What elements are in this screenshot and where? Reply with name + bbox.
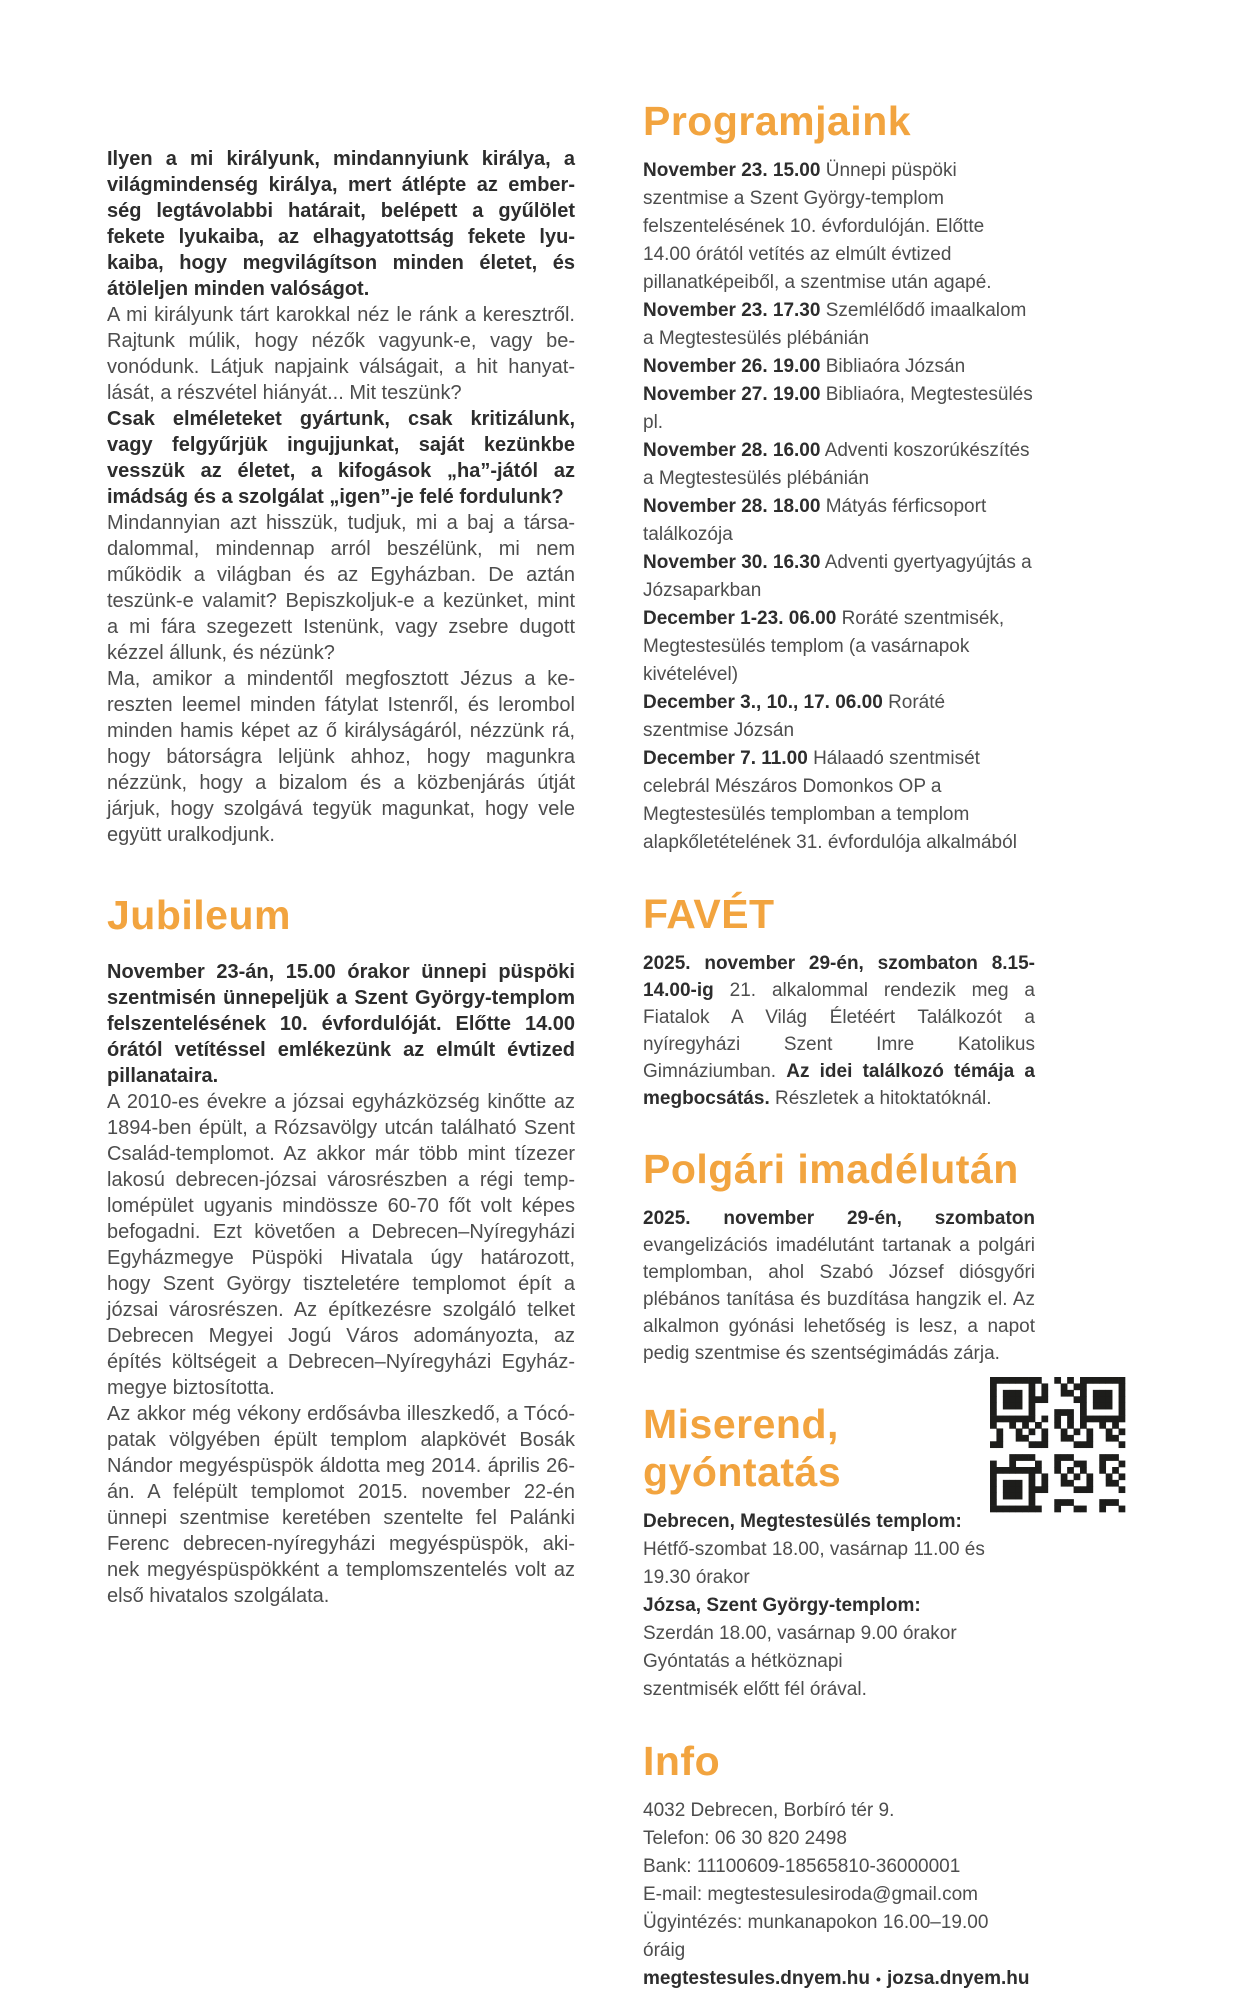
intro-paragraph: A mi királyunk tárt karokkal néz le ránk a keresztről. Rajtunk múlik, hogy nézők vagyunk-e, vagy bevonódunk. Látjuk napjaink válságait, a hit hanyatlását, a részvétel hiányát... Mit teszünk? — [107, 304, 575, 404]
intro-paragraph: Mindannyian azt hisszük, tudjuk, mi a baj a társadalommal, mindennap arról beszélünk, mi nem működik a világban és az Egyházban. De aztán teszünk-e valamit? Bepiszkoljuk-e a kezünket, mint a mi fára szegezett Istenünk, vagy zsebre dugott kézzel állunk, és nézünk? — [107, 512, 575, 664]
event-datetime: November 26. 19.00 — [643, 356, 821, 378]
jubileum-paragraph: A 2010-es évekre a józsai egyházközség kinőtte az 1894-ben épült, a Rózsavölgy utcán található Szent Család-templomot. Az akkor már több mint tízezer lakosú debrecen-józsai városrészben a régi templomépület ugyanis mindössze 60-70 főt volt képes befogadni. Ezt követően a Debrecen–Nyíregyházi Egyházmegye Püspöki Hivatala úgy határozott, hogy Szent György tiszteletére templomot épít a józsai városrészen. Az építkezésre szolgáló telket Debrecen Megyei Jogú Város adományozta, az építés költségeit a Debrecen–Nyíregyházi Egyházmegye biztosította. — [107, 1091, 575, 1400]
favet-date: 2025. november 29-én, szombaton 8.15-14.00-ig — [643, 953, 1035, 1002]
polgari-text: evangelizációs imadélutánt tartanak a polgári templomban, ahol Szabó József diósgyőri plébános tanítása és buzdítása hangzik el. Az alkalmon gyónási lehetőség is lesz, a napot pedig szentmise és szentségimádás zárja. — [643, 1235, 1035, 1365]
info-websites — [643, 1965, 1035, 1993]
miserend-line: Gyóntatás a hétköznapi — [643, 1650, 843, 1672]
left-column — [107, 146, 575, 1609]
event-description: Bibliaóra Józsán — [825, 356, 966, 378]
qr-code-image — [990, 1377, 1125, 1512]
favet-heading: FAVÉT — [643, 891, 775, 938]
favet-paragraph — [643, 950, 1035, 1112]
intro-paragraph: Ilyen a mi királyunk, mindannyiunk királya, a világmindenség királya, mert átlépte az emberség legtávolabbi határait, belépett a gyűlölet fekete lyukaiba, az elhagyatottság fekete lyukaiba, hogy megvilágítson minden életet, és átöleljen minden valóságot. — [107, 148, 575, 300]
favet-text-2: Részletek a hitoktatóknál. — [775, 1088, 992, 1110]
program-event — [643, 605, 1035, 689]
right-column — [643, 98, 1035, 1993]
miserend-line: Szerdán 18.00, vasárnap 9.00 órakor — [643, 1622, 957, 1644]
miserend-line: szentmisék előtt fél órával. — [643, 1678, 867, 1700]
event-datetime: December 1-23. 06.00 — [643, 608, 837, 630]
miserend-line: Debrecen, Megtestesülés templom: — [643, 1510, 962, 1532]
dot-separator: • — [876, 1970, 881, 1987]
jubileum-paragraph: Az akkor még vékony erdősávba illeszkedő, a Tócópatak völgyében épült templom alapkövét Bosák Nándor megyéspüspök áldotta meg 2014. április 26-án. A felépült templomot 2015. november 22-én ünnepi szentmise keretében szentelte fel Palánki Ferenc debrecen-nyíregyházi megyéspüspök, akinek megyéspüspökként a templomszentelés volt az első hivatalos szolgálata. — [107, 1403, 575, 1608]
program-event — [643, 157, 1035, 297]
website-megtestesules: megtestesules.dnyem.hu — [643, 1967, 871, 1989]
jubileum-heading: Jubileum — [107, 892, 291, 938]
polgari-paragraph — [643, 1205, 1035, 1367]
program-event — [643, 549, 1035, 605]
favet-text: 21. alkalommal rendezik meg a Fiatalok A Világ Életéért Találkozót a nyíregyházi Szent Imre Katolikus Gimnáziumban. — [643, 980, 1036, 1083]
event-datetime: December 3., 10., 17. 06.00 — [643, 692, 883, 714]
program-event — [643, 689, 1035, 745]
polgari-date: 2025. november 29-én, szombaton — [643, 1208, 1035, 1230]
event-description: Adventi gyertyagyújtás a Józsaparkban — [643, 552, 1032, 602]
event-datetime: November 30. 16.30 — [643, 552, 821, 574]
event-datetime: November 23. 15.00 — [643, 160, 821, 182]
qr-code — [990, 1377, 1125, 1512]
event-description: Ünnepi püspöki szentmise a Szent György-templom felszentelésének 10. évfordulóján. Előtte 14.00 órától vetítés az elmúlt évtized pillanatképeiből, a szentmise után agapé. — [643, 160, 992, 294]
program-event — [643, 745, 1035, 857]
info-phone: Telefon: 06 30 820 2498 — [643, 1827, 847, 1849]
intro-paragraph: Ma, amikor a mindentől megfosztott Jézus a kereszten leemel minden fátylat Istenről, és lerombol minden hamis képet az ő királyságáról, nézzünk rá, hogy bátorságra leljünk ahhoz, hogy magunkra nézzünk, hogy a bizalom és a közbenjárás útját járjuk, hogy szolgává tegyük magunkat, hogy vele együtt uralkodjunk. — [107, 668, 575, 846]
info-office-hours: Ügyintézés: munkanapokon 16.00–19.00 óráig — [643, 1911, 989, 1961]
miserend-heading: Miserend, gyóntatás — [643, 1401, 842, 1495]
info-heading: Info — [643, 1737, 721, 1784]
info-bank: Bank: 11100609-18565810-36000001 — [643, 1855, 961, 1877]
event-datetime: December 7. 11.00 — [643, 748, 808, 770]
event-description: Hálaadó szentmisét celebrál Mészáros Domonkos OP a Megtestesülés templomban a templom alapkőletételének 31. évfordulója alkalmából — [643, 748, 1017, 854]
program-event — [643, 353, 1035, 381]
program-event — [643, 437, 1035, 493]
program-event — [643, 493, 1035, 549]
intro-paragraph: Csak elméleteket gyártunk, csak kritizálunk, vagy felgyűrjük ingujjunkat, saját kezünkbe vesszük az életet, a kifogások „ha”-jától az imádság és a szolgálat „igen”-je felé fordulunk? — [107, 408, 575, 508]
website-jozsa: jozsa.dnyem.hu — [886, 1967, 1030, 1989]
event-datetime: November 28. 18.00 — [643, 496, 821, 518]
event-description: Adventi koszorúkészítés a Megtestesülés plébánián — [643, 440, 1030, 490]
favet-theme: Az idei találkozó témája a megbocsátás. — [643, 1061, 1035, 1110]
event-description: Bibliaóra, Megtestesülés pl. — [643, 384, 1033, 434]
event-description: Roráté szentmise Józsán — [643, 692, 946, 742]
info-email: E-mail: megtestesulesiroda@gmail.com — [643, 1883, 979, 1905]
info-address: 4032 Debrecen, Borbíró tér 9. — [643, 1799, 895, 1821]
event-datetime: November 27. 19.00 — [643, 384, 821, 406]
miserend-line: Józsa, Szent György-templom: — [643, 1594, 921, 1616]
event-description: Mátyás férficsoport találkozója — [643, 496, 987, 546]
event-datetime: November 23. 17.30 — [643, 300, 821, 322]
event-description: Roráté szentmisék, Megtestesülés templom (a vasárnapok kivételével) — [643, 608, 1005, 686]
polgari-heading: Polgári imadélután — [643, 1146, 1019, 1193]
event-description: Szemlélődő imaalkalom a Megtestesülés plébánián — [643, 300, 1027, 350]
programjaink-heading: Programjaink — [643, 98, 912, 144]
program-event — [643, 297, 1035, 353]
miserend-line: Hétfő-szombat 18.00, vasárnap 11.00 és 19.30 órakor — [643, 1538, 985, 1588]
jubileum-lead: November 23-án, 15.00 órakor ünnepi püspöki szentmisén ünnepeljük a Szent György-templom felszentelésének 10. évfordulóját. Előtte 14.00 órától vetítéssel emlékezünk az elmúlt évtized pillanataira. — [107, 961, 575, 1088]
program-event — [643, 381, 1035, 437]
event-datetime: November 28. 16.00 — [643, 440, 821, 462]
